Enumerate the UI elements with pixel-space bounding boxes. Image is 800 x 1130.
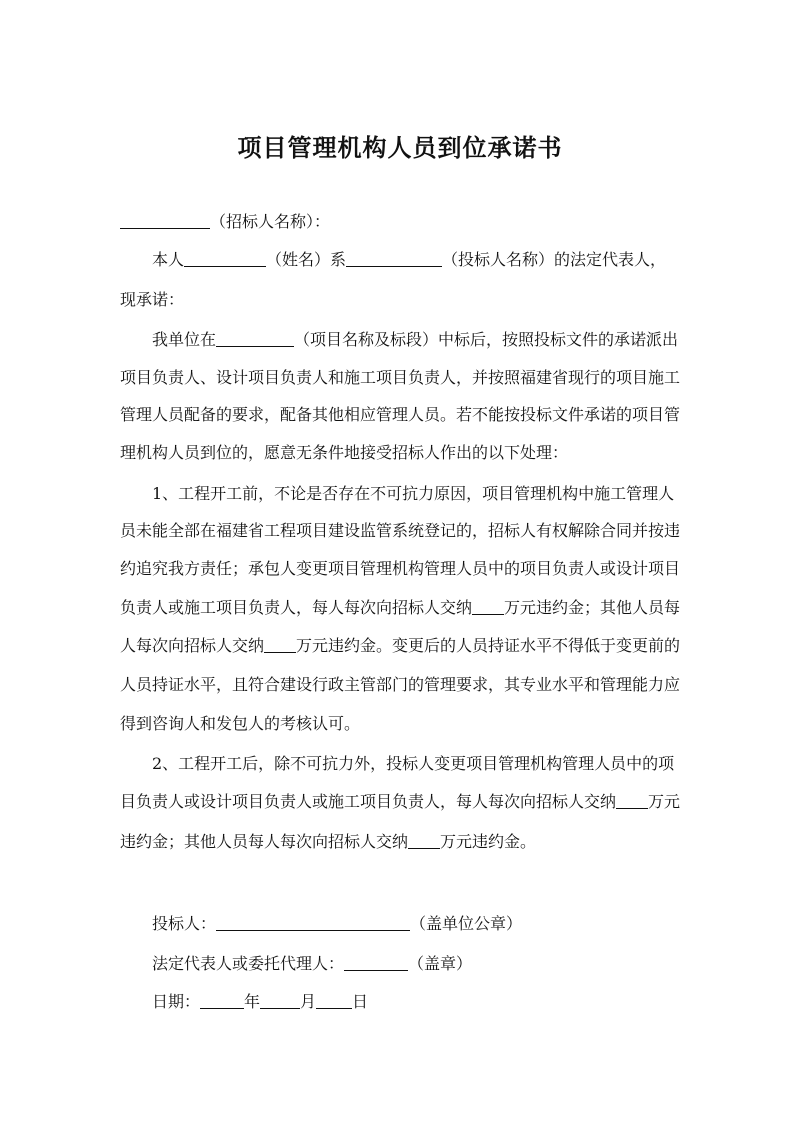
para1-line-1: [152, 328, 722, 352]
day-label: 日: [352, 992, 369, 1011]
document-title: 项目管理机构人员到位承诺书: [237, 134, 563, 162]
blank-penalty-amount-1: [472, 596, 504, 615]
date-label: 日期：: [152, 992, 201, 1011]
clause1-line5-text-b: 万元违约金。变更后的人员持证水平不得低于变更前的: [296, 636, 681, 655]
blank-bidder-name: [346, 248, 442, 267]
clause2-line2-text-b: 万元: [648, 792, 681, 811]
clause1-line-4: [120, 596, 690, 620]
clause1-line-5: [120, 634, 690, 658]
month-label: 月: [300, 992, 317, 1011]
intro-line-1: [152, 248, 722, 272]
clause2-line-1: 2、工程开工后，除不可抗力外，投标人变更项目管理机构管理人员中的项: [152, 754, 675, 773]
blank-tenderer-name: [120, 210, 210, 229]
blank-day: [316, 990, 352, 1009]
year-label: 年: [244, 992, 261, 1011]
intro-text-a: 本人: [152, 250, 185, 269]
clause1-line5-text-a: 人每次向招标人交纳: [120, 636, 265, 655]
para1-line-3: 管理人员配备的要求，配备其他相应管理人员。若不能按投标文件承诺的项目管: [120, 405, 681, 424]
blank-project-name: [216, 328, 294, 347]
clause2-line3-text-b: 万元违约金。: [440, 832, 537, 851]
clause1-line-6: 人员持证水平，且符合建设行政主管部门的管理要求，其专业水平和管理能力应: [120, 675, 681, 694]
clause1-line-7: 得到咨询人和发包人的考核认可。: [120, 714, 361, 733]
blank-name: [184, 248, 266, 267]
para1-text-a: 我单位在: [152, 330, 217, 349]
blank-penalty-amount-4: [408, 830, 440, 849]
clause2-line2-text-a: 目负责人或设计项目负责人或施工项目负责人，每人每次向招标人交纳: [120, 792, 617, 811]
clause2-line-2: [120, 790, 690, 814]
clause2-line3-text-a: 违约金；其他人员每人每次向招标人交纳: [120, 832, 409, 851]
blank-penalty-amount-3: [616, 790, 648, 809]
para1-text-b: （项目名称及标段）中标后，按照投标文件的承诺派出: [294, 330, 679, 349]
clause1-line4-text-a: 负责人或施工项目负责人，每人每次向招标人交纳: [120, 598, 473, 617]
blank-rep-signature: [344, 952, 408, 971]
clause2-line-3: [120, 830, 690, 854]
blank-month: [260, 990, 300, 1009]
clause1-line-1: 1、工程开工前，不论是否存在不可抗力原因，项目管理机构中施工管理人: [152, 484, 675, 503]
para1-line-4: 理机构人员到位的，愿意无条件地接受招标人作出的以下处理：: [120, 443, 569, 462]
addressee-line: [120, 210, 690, 234]
blank-bidder-signature: [216, 912, 410, 931]
signature-date-line: [152, 990, 722, 1014]
blank-penalty-amount-2: [264, 634, 296, 653]
clause1-line4-text-b: 万元违约金；其他人员每: [504, 598, 681, 617]
intro-line-2: 现承诺：: [120, 290, 185, 309]
intro-text-c: （投标人名称）的法定代表人，: [442, 250, 667, 269]
clause1-line-2: 员未能全部在福建省工程项目建设监管系统登记的，招标人有权解除合同并按违: [120, 521, 681, 540]
bidder-seal-note: （盖单位公章）: [410, 914, 523, 933]
clause1-line-3: 约追究我方责任；承包人变更项目管理机构管理人员中的项目负责人或设计项目: [120, 559, 681, 578]
addressee-suffix: （招标人名称）：: [210, 212, 331, 231]
intro-text-b: （姓名）系: [266, 250, 347, 269]
signature-bidder-line: [152, 912, 722, 936]
rep-label: 法定代表人或委托代理人：: [152, 954, 345, 973]
signature-rep-line: [152, 952, 722, 976]
para1-line-2: 项目负责人、设计项目负责人和施工项目负责人，并按照福建省现行的项目施工: [120, 368, 681, 387]
bidder-label: 投标人：: [152, 914, 217, 933]
rep-seal-note: （盖章）: [408, 954, 473, 973]
blank-year: [200, 990, 244, 1009]
